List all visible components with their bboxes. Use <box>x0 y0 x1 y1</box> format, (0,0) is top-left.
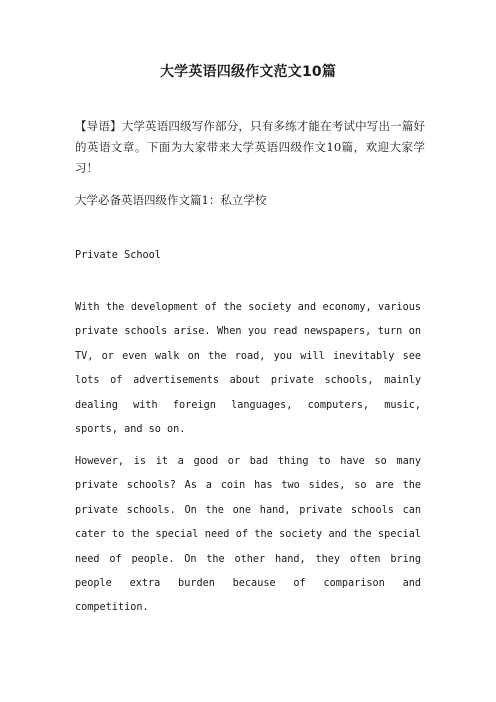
intro-text: 【导语】大学英语四级写作部分，只有多练才能在考试中写出一篇好的英语文章。下面为大家带来大学英语四级作文10篇，欢迎大家学习！ <box>75 119 425 175</box>
essay-paragraph-1: With the development of the society and economy, various private schools arise. When you read newspapers, turn on TV, or even walk on the road, you will inevitably see lots of advertisements about private schools, mainly dealing with foreign languages, computers, music, sports, and so on. <box>75 302 421 436</box>
essay-heading-chinese: 大学必备英语四级作文篇1：私立学校 <box>75 193 267 207</box>
essay-heading-english: Private School <box>75 250 161 261</box>
essay-paragraph-2: However, is it a good or bad thing to have so many private schools? As a coin has two sides, so are the private schools. On the one hand, private schools can cater to the special need of the society and the special need of people. On the other hand, they often bring people extra burden because of comparison and competition. <box>75 456 421 614</box>
document-title: 大学英语四级作文范文10篇 <box>159 64 337 80</box>
intro-paragraph <box>75 116 425 179</box>
